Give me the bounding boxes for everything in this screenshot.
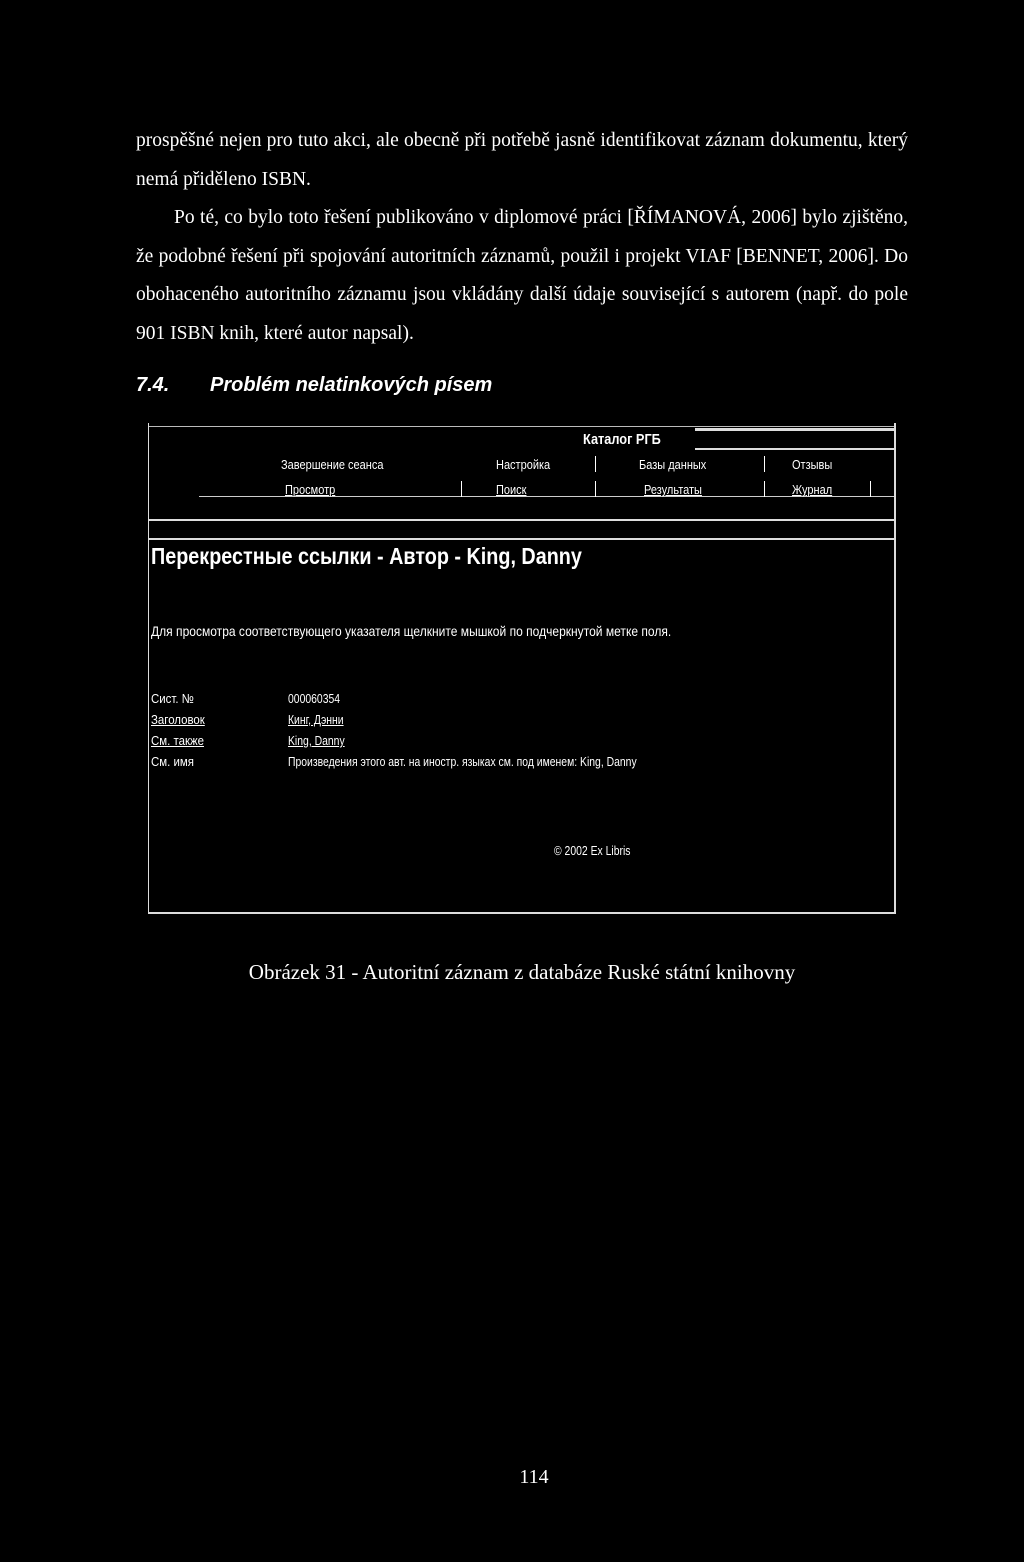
nav-browse[interactable]: Просмотр xyxy=(285,483,336,497)
record-row xyxy=(149,733,894,751)
title-bar-line xyxy=(695,428,894,431)
page-number: 114 xyxy=(519,1466,549,1488)
nav-logout[interactable]: Завершение сеанса xyxy=(281,458,384,472)
field-label-link[interactable]: См. также xyxy=(151,733,204,748)
nav-separator xyxy=(595,456,596,472)
title-underline xyxy=(695,448,894,450)
copyright-notice: © 2002 Ex Libris xyxy=(554,843,631,858)
field-value: Произведения этого авт. на иностр. языках см. под именем: King, Danny xyxy=(288,754,637,769)
catalog-title: Каталог РГБ xyxy=(583,431,661,448)
nav-separator xyxy=(870,481,871,497)
field-value-link[interactable]: King, Danny xyxy=(288,733,345,748)
divider xyxy=(149,538,894,540)
nav-search[interactable]: Поиск xyxy=(496,483,527,497)
top-divider xyxy=(149,426,894,427)
field-label: Сист. № xyxy=(151,691,194,706)
nav-settings[interactable]: Настройка xyxy=(496,458,551,472)
nav-results[interactable]: Результаты xyxy=(644,483,702,497)
nav-history[interactable]: Журнал xyxy=(792,483,833,497)
section-heading xyxy=(136,374,492,397)
nav-separator xyxy=(764,456,765,472)
paragraph-1: prospěšné nejen pro tuto akci, ale obecně při potřebě jasně identifikovat záznam dokumentu, který nemá přiděleno ISBN. xyxy=(136,130,908,190)
nav-databases[interactable]: Базы данных xyxy=(639,458,707,472)
section-number: 7.4. xyxy=(136,374,170,396)
field-label-link[interactable]: Заголовок xyxy=(151,712,205,727)
record-row xyxy=(149,712,894,730)
field-value: 000060354 xyxy=(288,691,341,706)
page-title: Перекрестные ссылки - Автор - King, Danny xyxy=(151,543,582,569)
instruction-text: Для просмотра соответствующего указателя щелкните мышкой по подчеркнутой метке поля. xyxy=(151,623,672,639)
nav-separator xyxy=(595,481,596,497)
paragraph-2: Po té, co bylo toto řešení publikováno v diplomové práci [ŘÍMANOVÁ, 2006] bylo zjištěno, že podobné řešení při spojování autoritních záznamů, použil i projekt VIAF [BENNET, 2006]. Do obohaceného autoritního záznamu jsou vkládány další údaje související s autorem (např. do pole 901 ISBN knih, které autor napsal). xyxy=(136,207,908,344)
field-value-link[interactable]: Кинг, Дэнни xyxy=(288,712,344,727)
field-label: См. имя xyxy=(151,754,194,769)
nav-row-1 xyxy=(149,458,894,474)
section-title: Problém nelatinkových písem xyxy=(210,374,493,396)
catalog-screenshot xyxy=(148,423,896,914)
figure-caption: Obrázek 31 - Autoritní záznam z databáze Ruské státní knihovny xyxy=(248,960,796,984)
nav-separator xyxy=(461,481,462,497)
nav-feedback[interactable]: Отзывы xyxy=(792,458,833,472)
nav-row-2 xyxy=(149,483,894,499)
divider xyxy=(149,519,894,521)
nav-separator xyxy=(764,481,765,497)
record-row xyxy=(149,754,894,772)
record-row xyxy=(149,691,894,709)
